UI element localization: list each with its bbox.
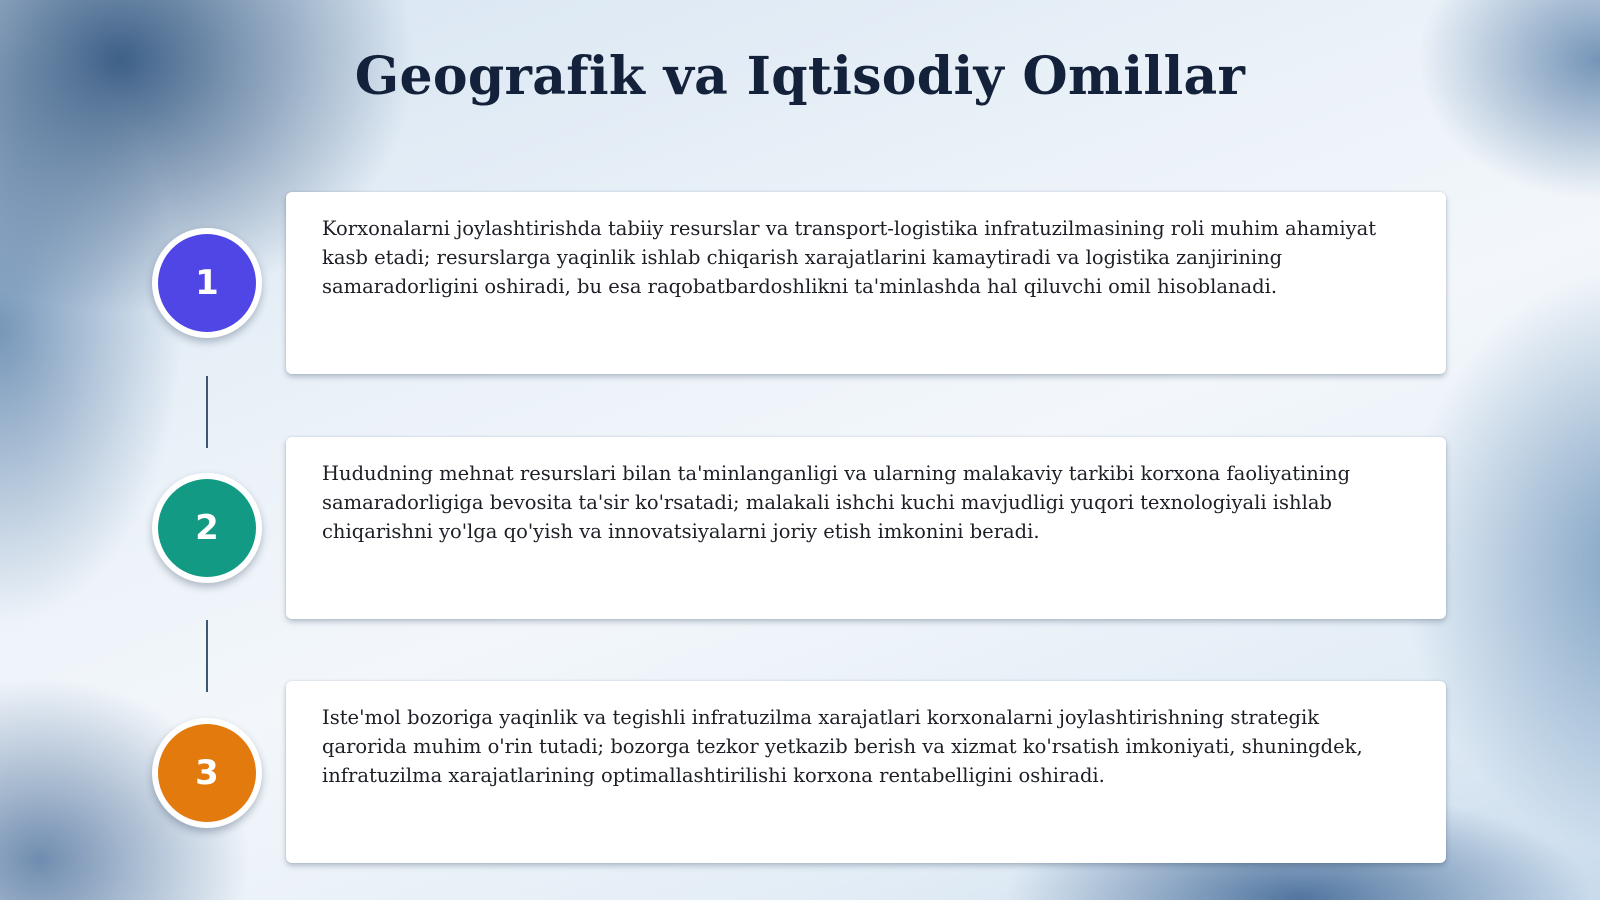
step-text-1: Korxonalarni joylashtirishda tabiiy resurslar va transport-logistika infratuzilmasining roli muhim ahamiyat kasb etadi; resurslarga yaqinlik ishlab chiqarish xarajatlarini kamaytiradi va logistika zanjirining samaradorligini oshiradi, bu esa raqobatbardoshlikni ta'minlashda hal qiluvchi omil hisoblanadi.	[322, 217, 1377, 298]
step-text-2: Hududning mehnat resurslari bilan ta'minlanganligi va ularning malakaviy tarkibi korxona faoliyatining samaradorligiga bevosita ta'sir ko'rsatadi; malakali ishchi kuchi mavjudligi yuqori texnologiyali ishlab chiqarishni yo'lga qo'yish va innovatsiyalarni joriy etish imkonini beradi.	[322, 462, 1351, 543]
step-number-3: 3	[158, 724, 256, 822]
connector-line-1	[206, 376, 208, 448]
slide-title: Geografik va Iqtisodiy Omillar	[354, 46, 1246, 107]
step-card-3	[286, 681, 1446, 863]
step-badge-1	[152, 228, 262, 338]
step-text-3: Iste'mol bozoriga yaqinlik va tegishli infratuzilma xarajatlari korxonalarni joylashtirishning strategik qarorida muhim o'rin tutadi; bozorga tezkor yetkazib berish va xizmat ko'rsatish imkoniyati, shuningdek, infratuzilma xarajatlarining optimallashtirilishi korxona rentabelligini oshiradi.	[322, 706, 1363, 787]
connector-line-2	[206, 620, 208, 692]
step-badge-3	[152, 718, 262, 828]
step-number-2: 2	[158, 479, 256, 577]
step-card-2	[286, 437, 1446, 619]
step-card-1	[286, 192, 1446, 374]
step-number-1: 1	[158, 234, 256, 332]
step-badge-2	[152, 473, 262, 583]
